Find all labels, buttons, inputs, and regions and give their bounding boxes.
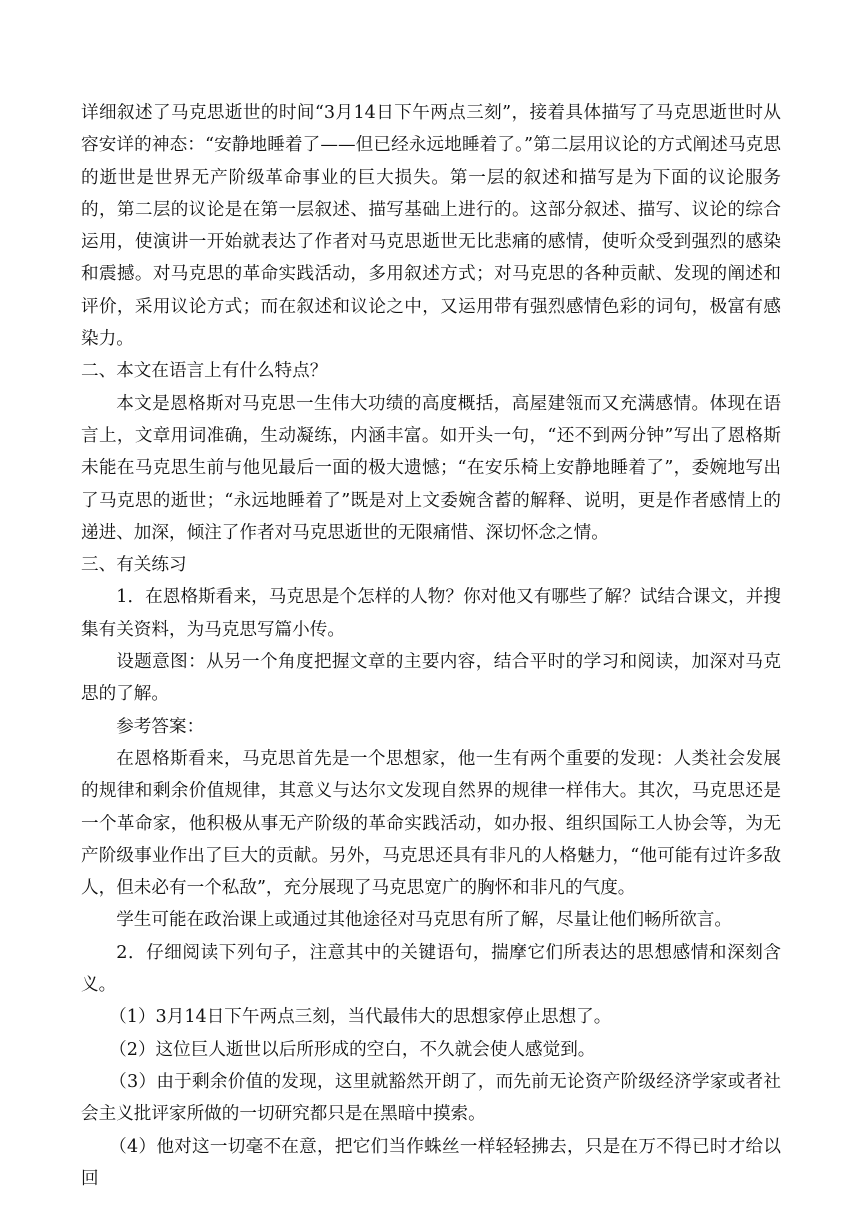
exercise-1-answer: 在恩格斯看来，马克思首先是一个思想家，他一生有两个重要的发现：人类社会发展的规律和剩余价值规律，其意义与达尔文发现自然界的规律一样伟大。其次，马克思还是一个革命家，他积极从事无产阶级的革命实践活动，如办报、组织国际工人协会等，为无产阶级事业作出了巨大的贡献。另外，马克思还具有非凡的人格魅力，“他可能有过许多敌人，但未必有一个私敌”，充分展现了马克思宽广的胸怀和非凡的气度。 — [81, 748, 781, 899]
exercise-1-intent: 设题意图：从另一个角度把握文章的主要内容，结合平时的学习和阅读，加深对马克思的了解。 — [81, 652, 781, 705]
paragraph-analysis-continued: 详细叙述了马克思逝世的时间“3月14日下午两点三刻”，接着具体描写了马克思逝世时从容安详的神态：“安静地睡着了——但已经永远地睡着了。”第二层用议论的方式阐述马克思的逝世是世界无产阶级革命事业的巨大损失。第一层的叙述和描写是为下面的议论服务的，第二层的议论是在第一层叙述、描写基础上进行的。这部分叙述、描写、议论的综合运用，使演讲一开始就表达了作者对马克思逝世无比悲痛的感情，使听众受到强烈的感染和震撼。对马克思的革命实践活动，多用叙述方式；对马克思的各种贡献、发现的阐述和评价，采用议论方式；而在叙述和议论之中，又运用带有强烈感情色彩的词句，极富有感染力。 — [81, 103, 781, 350]
section-heading-language: 二、本文在语言上有什么特点？ — [81, 361, 328, 382]
exercise-2-question: 2．仔细阅读下列句子，注意其中的关键语句，揣摩它们所表达的思想感情和深刻含义。 — [81, 942, 781, 996]
reference-answer-label: 参考答案： — [116, 716, 205, 737]
paragraph-language-features: 本文是恩格斯对马克思一生伟大功绩的高度概括，高屋建瓴而又充满感情。体现在语言上，文章用词准确，生动凝练，内涵丰富。如开头一句，“还不到两分钟”写出了恩格斯未能在马克思生前与他见最后一面的极大遗憾；“在安乐椅上安静地睡着了”，委婉地写出了马克思的逝世；“永远地睡着了”既是对上文委婉含蓄的解释、说明，更是作者感情上的递进、加深，倾注了作者对马克思逝世的无限痛惜、深切怀念之情。 — [81, 393, 781, 543]
section-heading-exercises: 三、有关练习 — [81, 555, 187, 576]
exercise-1-answer-note: 学生可能在政治课上或通过其他途径对马克思有所了解，尽量让他们畅所欲言。 — [116, 910, 732, 931]
exercise-2-sentence-1: （1）3月14日下午两点三刻，当代最伟大的思想家停止思想了。 — [109, 1007, 612, 1028]
exercise-2-sentence-4: （4）他对这一切毫不在意，把它们当作蛛丝一样轻轻拂去，只是在万不得已时才给以回 — [81, 1136, 781, 1189]
document-body — [81, 97, 781, 1195]
exercise-2-sentence-2: （2）这位巨人逝世以后所形成的空白，不久就会使人感觉到。 — [109, 1039, 596, 1060]
exercise-2-sentence-3: （3）由于剩余价值的发现，这里就豁然开朗了，而先前无论资产阶级经济学家或者社会主义批评家所做的一切研究都只是在黑暗中摸索。 — [81, 1071, 781, 1125]
exercise-1-question: 1．在恩格斯看来，马克思是个怎样的人物？你对他又有哪些了解？试结合课文，并搜集有关资料，为马克思写篇小传。 — [81, 587, 781, 640]
